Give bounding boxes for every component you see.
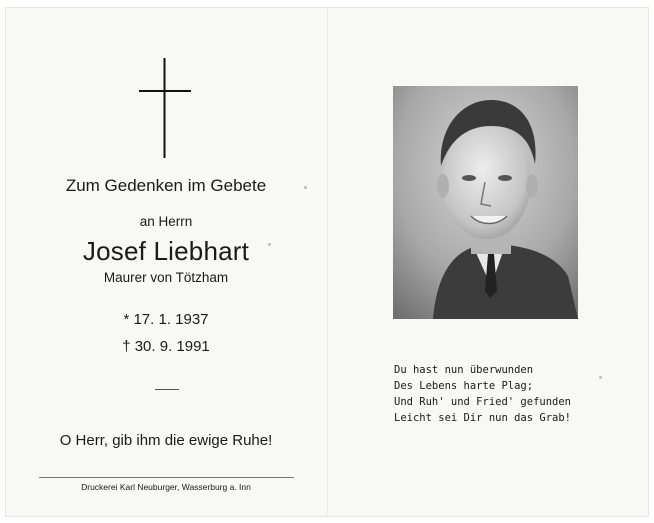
poem-line: Und Ruh' und Fried' gefunden	[394, 396, 572, 408]
occupation: Maurer von Tötzham	[103, 270, 229, 285]
paper-speck	[304, 186, 307, 189]
poem-line: Leicht sei Dir nun das Grab!	[394, 412, 572, 424]
printer-credit: Druckerei Karl Neuburger, Wasserburg a. Inn	[81, 482, 251, 492]
poem-line: Du hast nun überwunden	[394, 364, 534, 376]
divider-short	[155, 389, 179, 390]
left-page	[6, 8, 326, 516]
death-date: † 30. 9. 1991	[122, 338, 210, 355]
card-fold-line	[327, 8, 328, 516]
honorific: an Herrn	[139, 214, 193, 229]
cross-icon	[6, 8, 326, 168]
paper-speck	[599, 376, 602, 379]
divider-rule	[39, 477, 294, 478]
memorial-heading: Zum Gedenken im Gebete	[65, 176, 267, 195]
portrait-photo	[393, 86, 578, 319]
paper-speck	[268, 243, 271, 246]
deceased-name: Josef Liebhart	[82, 236, 250, 266]
prayer-line: O Herr, gib ihm die ewige Ruhe!	[59, 432, 273, 449]
birth-date: * 17. 1. 1937	[123, 311, 209, 328]
poem	[394, 362, 571, 426]
poem-line: Des Lebens harte Plag;	[394, 380, 534, 392]
